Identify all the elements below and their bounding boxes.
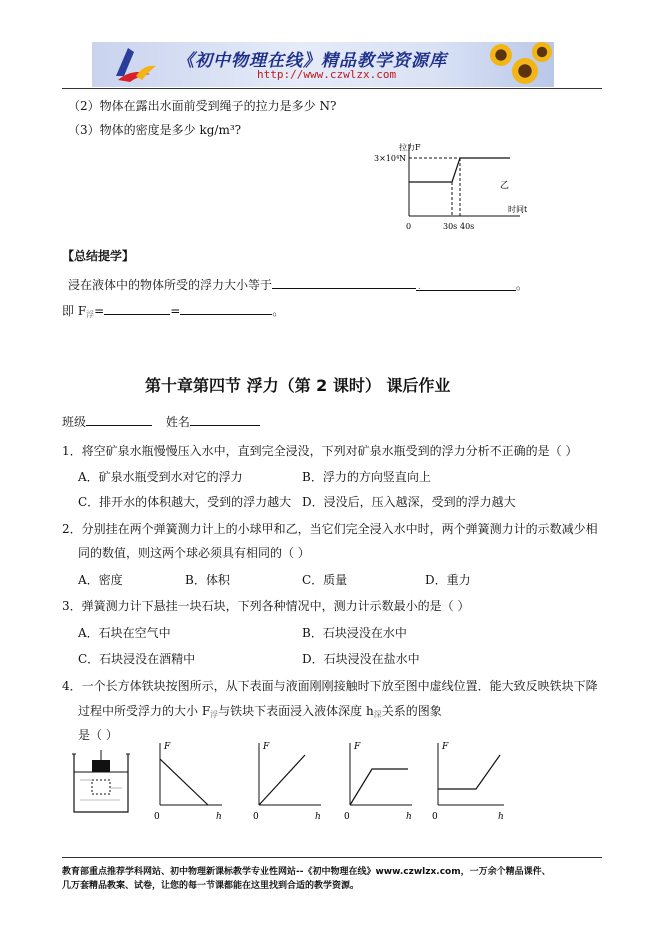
q1-stem: 1．将空矿泉水瓶慢慢压入水中，直到完全浸没，下列对矿泉水瓶受到的浮力分析不正确的是（ ） (62, 444, 578, 458)
q3-stem: 3．弹簧测力计下悬挂一块石块，下列各种情况中，测力计示数最小的是（ ） (62, 599, 470, 613)
graph-c-origin: 0 (344, 812, 350, 822)
graph-a-x-label: h (216, 812, 222, 822)
footer-line-1: 教育部重点推荐学科网站、初中物理新课标教学专业性网站--《初中物理在线》www.czwlzx.com，一万余个精品课件、 (62, 867, 551, 877)
force-time-graph (370, 138, 540, 238)
q2-stem-line-1: 2．分别挂在两个弹簧测力计上的小球甲和乙，当它们完全浸入水中时，两个弹簧测力计的示数减少相 (62, 522, 598, 536)
option-graph-d (426, 737, 510, 825)
summary-mark: . (418, 282, 421, 292)
dashed-position (92, 780, 110, 794)
summary-equals-1: = (94, 304, 105, 318)
footer-rule (62, 857, 602, 858)
q1-option-b: B．浮力的方向竖直向上 (302, 470, 431, 484)
summary-line-2-end: 。 (272, 304, 285, 318)
graph-rise-segment (452, 158, 460, 182)
graph-y-label: 拉力F (399, 143, 421, 152)
graph-b-curve (259, 755, 305, 805)
iron-block (92, 760, 110, 772)
section-title: 第十章第四节 浮力（第 2 课时） 课后作业 (145, 376, 451, 395)
q4-stem-line-3: 是（ ） (78, 728, 118, 742)
header-rule (62, 88, 602, 89)
graph-origin: 0 (406, 222, 412, 231)
graph-d-origin: 0 (432, 812, 438, 822)
sunflower-decoration (490, 44, 512, 66)
banner-url: http://www.czwlzx.com (257, 68, 397, 81)
q2-option-a: A．密度 (78, 573, 123, 587)
summary-subscript: 浮 (86, 310, 95, 319)
q4-subscript-2: 深 (373, 710, 382, 719)
graph-tick-40: 40s (460, 222, 475, 231)
graph-c-y-label: F (354, 742, 361, 752)
q4-stem-line-2 (78, 702, 442, 720)
banner-title: 《初中物理在线》精品教学资源库 (177, 51, 447, 71)
sunflower-decoration (512, 58, 538, 84)
summary-line-1-prefix: 浸在液体中的物体所受的浮力大小等于 (68, 278, 273, 292)
summary-line-2-prefix: 即 F (62, 304, 87, 318)
option-graph-b (247, 737, 327, 825)
graph-x-label: 时间t (508, 205, 528, 214)
summary-equals-2: = (170, 304, 181, 318)
q3-option-c: C．石块浸没在酒精中 (78, 652, 196, 666)
graph-a-origin: 0 (154, 812, 160, 822)
beaker-figure (70, 750, 132, 818)
q2-option-c: C．质量 (302, 573, 348, 587)
graph-a-curve (160, 759, 208, 805)
q4-stem-part-3: 关系的图象 (381, 704, 442, 718)
graph-a-y-label: F (164, 742, 171, 752)
header-banner (92, 42, 554, 87)
summary-line-2 (62, 302, 284, 320)
q2-option-b: B．体积 (185, 573, 230, 587)
q1-option-c: C．排开水的体积越大，受到的浮力越大 (78, 495, 292, 509)
graph-c-curve (350, 769, 408, 805)
q4-subscript-1: 浮 (210, 710, 219, 719)
q4-stem-part-2: 与铁块下表面浸入液体深度 h (218, 704, 374, 718)
graph-b-x-label: h (315, 812, 321, 822)
graph-b-y-label: F (263, 742, 270, 752)
graph-d-x-label: h (498, 812, 504, 822)
summary-heading: 【总结提学】 (62, 249, 135, 263)
graph-c-x-label: h (406, 812, 412, 822)
summary-line-1-suffix: 。 (516, 278, 529, 292)
q1-option-a: A．矿泉水瓶受到水对它的浮力 (78, 470, 243, 484)
summary-formula-blank-2[interactable] (180, 302, 272, 315)
summary-answer-blank-1[interactable] (272, 276, 416, 289)
graph-y-value: 3×10⁴N (374, 154, 407, 163)
option-graph-a (148, 737, 228, 825)
site-logo (102, 46, 160, 84)
graph-d-y-label: F (442, 742, 449, 752)
q3-option-d: D．石块浸没在盐水中 (302, 652, 420, 666)
graph-name: 乙 (500, 181, 510, 191)
name-label: 姓名 (165, 415, 190, 429)
graph-b-origin: 0 (253, 812, 259, 822)
q4-stem-line-1: 4．一个长方体铁块按图所示，从下表面与液面刚刚接触时下放至图中虚线位置．能大致反映铁块下降 (62, 679, 598, 693)
q1-option-d: D．浸没后，压入越深，受到的浮力越大 (302, 495, 516, 509)
student-info-row (62, 413, 260, 430)
summary-answer-blank-2[interactable] (416, 278, 516, 291)
summary-line-1 (68, 276, 528, 293)
question-2-text: （2）物体在露出水面前受到绳子的拉力是多少 N? (68, 99, 337, 113)
q4-stem-part-1: 过程中所受浮力的大小 F (78, 704, 211, 718)
name-field[interactable] (190, 413, 260, 426)
q2-option-d: D．重力 (425, 573, 471, 587)
sunflower-decoration (532, 42, 552, 62)
q3-option-b: B．石块浸没在水中 (302, 626, 407, 640)
question-3-text: （3）物体的密度是多少 kg/m³? (68, 123, 242, 137)
q3-option-a: A．石块在空气中 (78, 626, 171, 640)
class-field[interactable] (86, 413, 152, 426)
footer-line-2: 几万套精品教案、试卷，让您的每一节课都能在这里找到合适的教学资源。 (62, 881, 360, 891)
summary-formula-blank-1[interactable] (104, 302, 170, 315)
q2-stem-line-2: 同的数值，则这两个球必须具有相同的（ ） (78, 546, 310, 560)
class-label: 班级 (62, 415, 87, 429)
option-graph-c (338, 737, 418, 825)
graph-d-curve (438, 755, 500, 789)
graph-tick-30: 30s (443, 222, 458, 231)
